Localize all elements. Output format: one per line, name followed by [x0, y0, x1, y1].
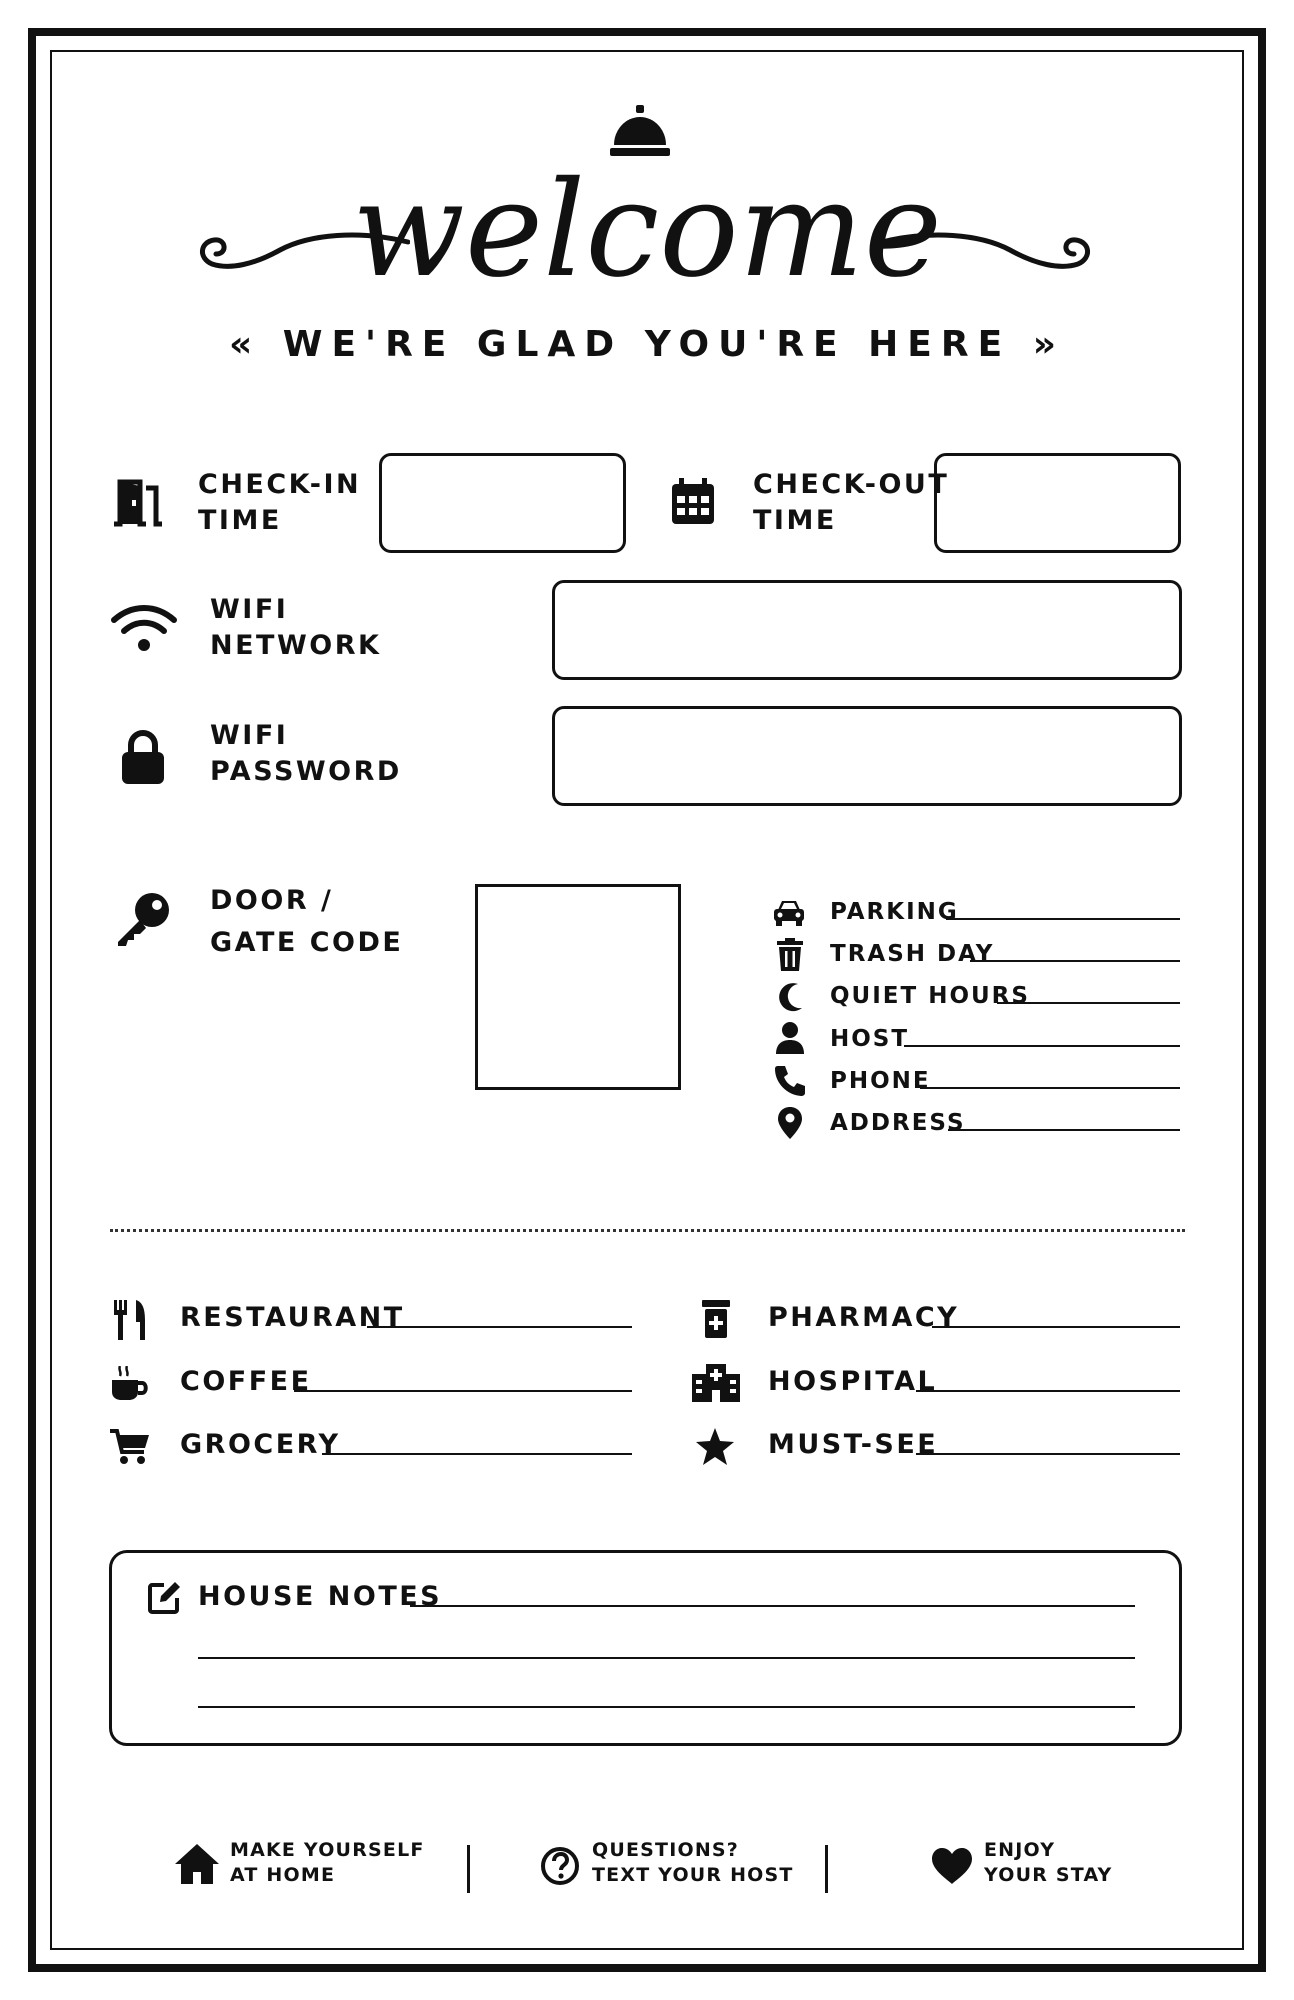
wifi-icon [110, 602, 178, 654]
edit-icon [148, 1580, 182, 1614]
quiet-hours-label: QUIET HOURS [830, 983, 1030, 1009]
house-notes-line-2[interactable] [198, 1657, 1135, 1659]
grocery-label: GROCERY [180, 1429, 341, 1460]
section-divider [110, 1229, 1185, 1232]
question-circle-icon [540, 1846, 580, 1886]
house-icon [173, 1842, 221, 1884]
check-out-label: CHECK-OUT TIME [753, 469, 950, 536]
house-notes-line-3[interactable] [198, 1706, 1135, 1708]
heart-icon [930, 1846, 974, 1886]
pill-bottle-icon [702, 1300, 730, 1338]
quiet-hours-line[interactable] [997, 1002, 1180, 1004]
car-icon [772, 898, 806, 928]
trash-icon [775, 938, 805, 972]
grocery-line[interactable] [322, 1453, 632, 1455]
house-notes-label: HOUSE NOTES [198, 1581, 443, 1612]
check-in-time-box[interactable] [379, 453, 626, 553]
host-line[interactable] [904, 1045, 1180, 1047]
trash-day-label: TRASH DAY [830, 941, 995, 967]
footer-separator-1 [467, 1845, 470, 1893]
person-icon [775, 1022, 805, 1054]
check-in-label: CHECK-IN TIME [198, 469, 362, 536]
footer-enjoy: ENJOY YOUR STAY [984, 1839, 1113, 1886]
house-notes-line-1[interactable] [410, 1605, 1135, 1607]
restaurant-line[interactable] [367, 1326, 632, 1328]
hospital-icon [692, 1364, 740, 1402]
door-code-box[interactable] [475, 884, 681, 1090]
restaurant-label: RESTAURANT [180, 1302, 405, 1333]
wifi-password-label: WIFI PASSWORD [210, 720, 402, 787]
address-line[interactable] [948, 1129, 1180, 1131]
trash-day-line[interactable] [970, 960, 1180, 962]
key-icon [114, 890, 172, 948]
must-see-label: MUST-SEE [768, 1429, 939, 1460]
phone-icon [774, 1064, 806, 1096]
door-code-label: DOOR / GATE CODE [210, 885, 404, 958]
coffee-label: COFFEE [180, 1366, 312, 1397]
fork-knife-icon [112, 1300, 148, 1340]
footer-separator-2 [825, 1845, 828, 1893]
moon-icon [778, 982, 804, 1012]
welcome-title: welcome [351, 153, 942, 307]
pharmacy-label: PHARMACY [768, 1302, 960, 1333]
shopping-cart-icon [110, 1428, 150, 1466]
lock-icon [120, 730, 166, 786]
must-see-line[interactable] [916, 1453, 1180, 1455]
subtitle: « WE'RE GLAD YOU'RE HERE » [228, 324, 1066, 365]
calendar-icon [670, 478, 716, 526]
footer-make-yourself: MAKE YOURSELF AT HOME [230, 1839, 425, 1886]
hospital-line[interactable] [916, 1390, 1180, 1392]
footer-questions: QUESTIONS? TEXT YOUR HOST [592, 1839, 794, 1886]
address-label: ADDRESS [830, 1110, 966, 1136]
host-label: HOST [830, 1026, 910, 1052]
parking-line[interactable] [946, 918, 1180, 920]
hospital-label: HOSPITAL [768, 1366, 938, 1397]
wifi-network-label: WIFI NETWORK [210, 594, 382, 661]
phone-line[interactable] [920, 1087, 1180, 1089]
parking-label: PARKING [830, 899, 959, 925]
wifi-password-box[interactable] [552, 706, 1182, 806]
phone-label: PHONE [830, 1068, 931, 1094]
coffee-cup-icon [110, 1366, 150, 1402]
location-pin-icon [777, 1106, 803, 1140]
star-icon [695, 1428, 735, 1466]
check-out-time-box[interactable] [934, 453, 1181, 553]
wifi-network-box[interactable] [552, 580, 1182, 680]
coffee-line[interactable] [294, 1390, 632, 1392]
pharmacy-line[interactable] [932, 1326, 1180, 1328]
door-icon [112, 478, 164, 528]
